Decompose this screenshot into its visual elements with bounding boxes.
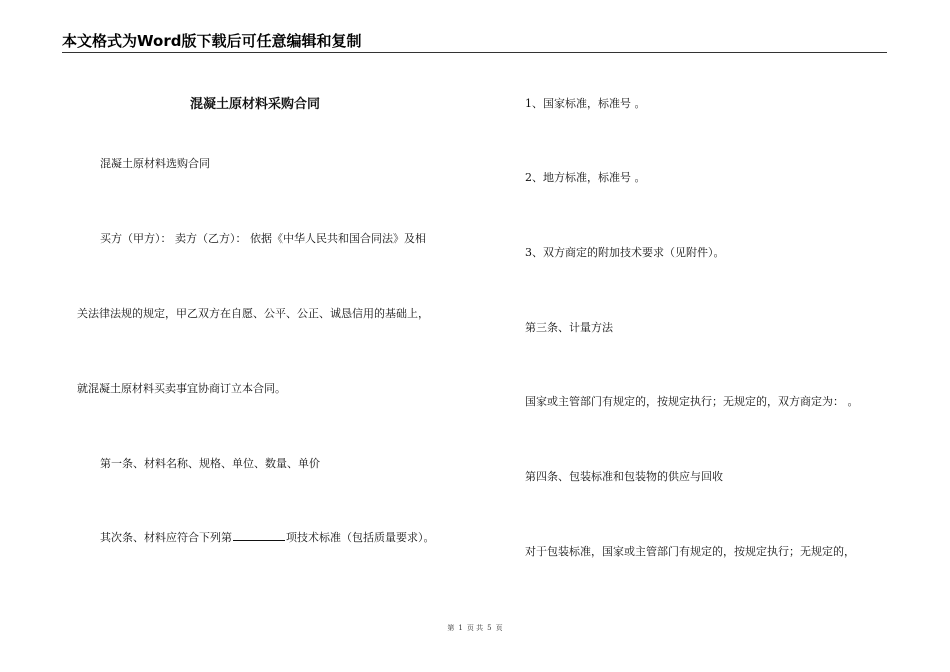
footer-prefix: 第 — [447, 624, 455, 632]
fill-in-blank — [233, 531, 285, 541]
document-title: 混凝土原材料采购合同 — [190, 97, 321, 112]
footer-suffix: 页 — [495, 624, 503, 632]
packing-paragraph: 对于包装标准，国家或主管部门有规定的，按规定执行；无规定的， — [525, 545, 855, 558]
standard-item-2: 2、地方标准，标准号 。 — [525, 171, 646, 184]
standard-item-3: 3、双方商定的附加技术要求（见附件）。 — [525, 246, 725, 259]
contract-subtitle: 混凝土原材料选购合同 — [100, 157, 210, 170]
standard-item-1: 1、国家标准，标准号 。 — [525, 97, 646, 110]
footer-mid: 页 共 — [466, 624, 484, 632]
article-2-text-end: 项技术标准（包括质量要求）。 — [286, 531, 435, 544]
total-pages-number: 5 — [487, 624, 492, 632]
document-banner: 本文格式为Word版下载后可任意编辑和复制 — [62, 32, 362, 50]
current-page-number: 1 — [458, 624, 463, 632]
parties-paragraph: 买方（甲方）： 卖方（乙方）： 依据《中华人民共和国合同法》及相 — [100, 232, 426, 245]
article-4-heading: 第四条、包装标准和包装物的供应与回收 — [525, 470, 723, 483]
law-paragraph: 关法律法规的规定，甲乙双方在自愿、公平、公正、诚恳信用的基础上， — [77, 307, 429, 320]
measurement-paragraph: 国家或主管部门有规定的，按规定执行；无规定的，双方商定为： 。 — [525, 395, 859, 408]
page-footer — [0, 623, 950, 633]
article-3-heading: 第三条、计量方法 — [525, 321, 613, 334]
article-2-paragraph — [100, 529, 435, 545]
article-1-heading: 第一条、材料名称、规格、单位、数量、单价 — [100, 457, 320, 470]
header-divider — [62, 52, 887, 53]
agreement-paragraph: 就混凝土原材料买卖事宜协商订立本合同。 — [77, 382, 286, 395]
article-2-text-start: 其次条、材料应符合下列第 — [100, 531, 232, 544]
